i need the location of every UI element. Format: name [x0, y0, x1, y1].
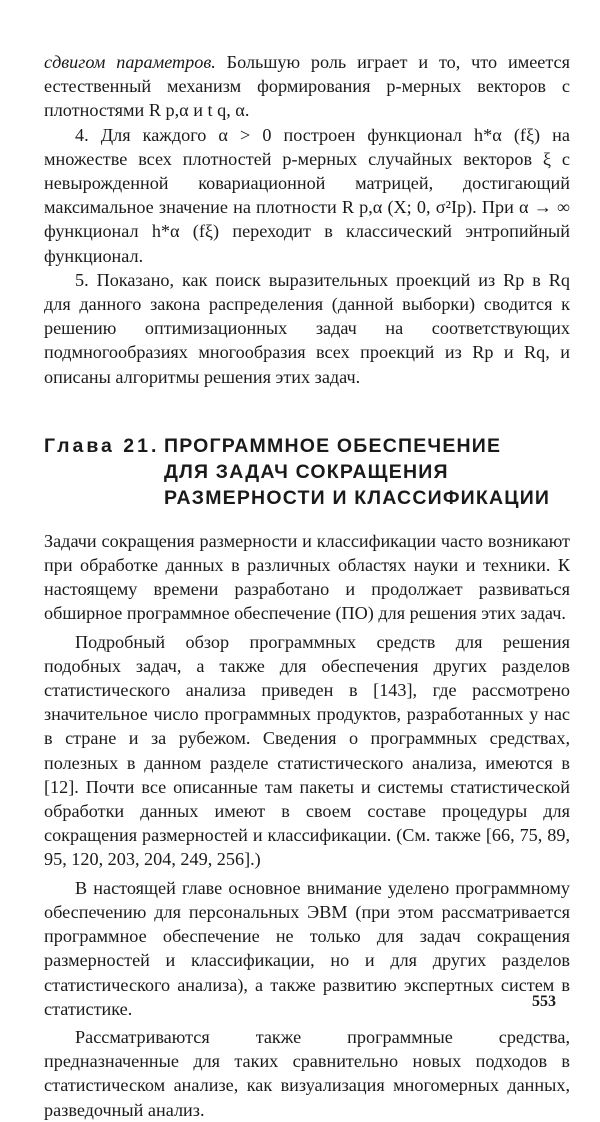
- body-paragraph: Задачи сокращения размерности и классификации часто возникают при обработке данных в различных областях науки и техники. К настоящему времени разработано и продолжает развиваться обширное программное обеспечение (ПО) для решения этих задач.: [44, 530, 570, 624]
- chapter-title-line: ДЛЯ ЗАДАЧ СОКРАЩЕНИЯ: [164, 460, 449, 483]
- page-number: 553: [532, 993, 556, 1010]
- chapter-title-line: ПРОГРАММНОЕ ОБЕСПЕЧЕНИЕ: [164, 434, 502, 457]
- intro-paragraph: [44, 50, 570, 123]
- chapter-label: Глава 21.: [44, 434, 160, 457]
- paragraph-text: Большую роль играет и то, что имеется естественный механизм формирования p-мерных векторов с плотностями R p,α и t q, α.: [44, 52, 570, 121]
- page-content: [44, 50, 570, 1122]
- emphasis-text: сдвигом параметров.: [44, 52, 216, 72]
- body-paragraph: В настоящей главе основное внимание уделено программному обеспечению для персональных ЭВМ (при этом рассматривается программное обеспечение не только для задач сокращения размерностей и классификации, но и для других разделов статистического анализа), а также развитию экспертных систем в статистике.: [44, 877, 570, 1019]
- chapter-heading: [44, 433, 570, 511]
- item-5-paragraph: 5. Показано, как поиск выразительных проекций из Rp в Rq для данного закона распределения (данной выборки) сводится к решению оптимизационных задач на соответствующих подмногообразиях многообразия всех проекций из Rp и Rq, и описаны алгоритмы решения этих задач.: [44, 269, 570, 387]
- body-paragraph: Подробный обзор программных средств для решения подобных задач, а также для обеспечения других разделов статистического анализа приведен в [143], где рассмотрено значительное число программных продуктов, разработанных у нас в стране и за рубежом. Сведения о программных средствах, полезных в данном разделе статистического анализа, имеются в [12]. Почти все описанные там пакеты и системы статистической обработки данных имеют в своем составе процедуры для сокращения размерностей и классификации. (См. также [66, 75, 89, 95, 120, 203, 204, 249, 256].): [44, 631, 570, 870]
- item-4-paragraph: 4. Для каждого α > 0 построен функционал h*α (fξ) на множестве всех плотностей p-мерных случайных векторов ξ с невырожденной ковариационной матрицей, достигающий максимальное значение на плотности R p,α (X; 0, σ²Ip). При α → ∞ функционал h*α (fξ) переходит в классический энтропийный функционал.: [44, 124, 570, 266]
- body-paragraph: Рассматриваются также программные средства, предназначенные для таких сравнительно новых подходов в статистическом анализе, как визуализация многомерных данных, разведочный анализ.: [44, 1026, 570, 1120]
- chapter-title: [164, 433, 564, 511]
- chapter-title-line: РАЗМЕРНОСТИ И КЛАССИФИКАЦИИ: [164, 486, 551, 509]
